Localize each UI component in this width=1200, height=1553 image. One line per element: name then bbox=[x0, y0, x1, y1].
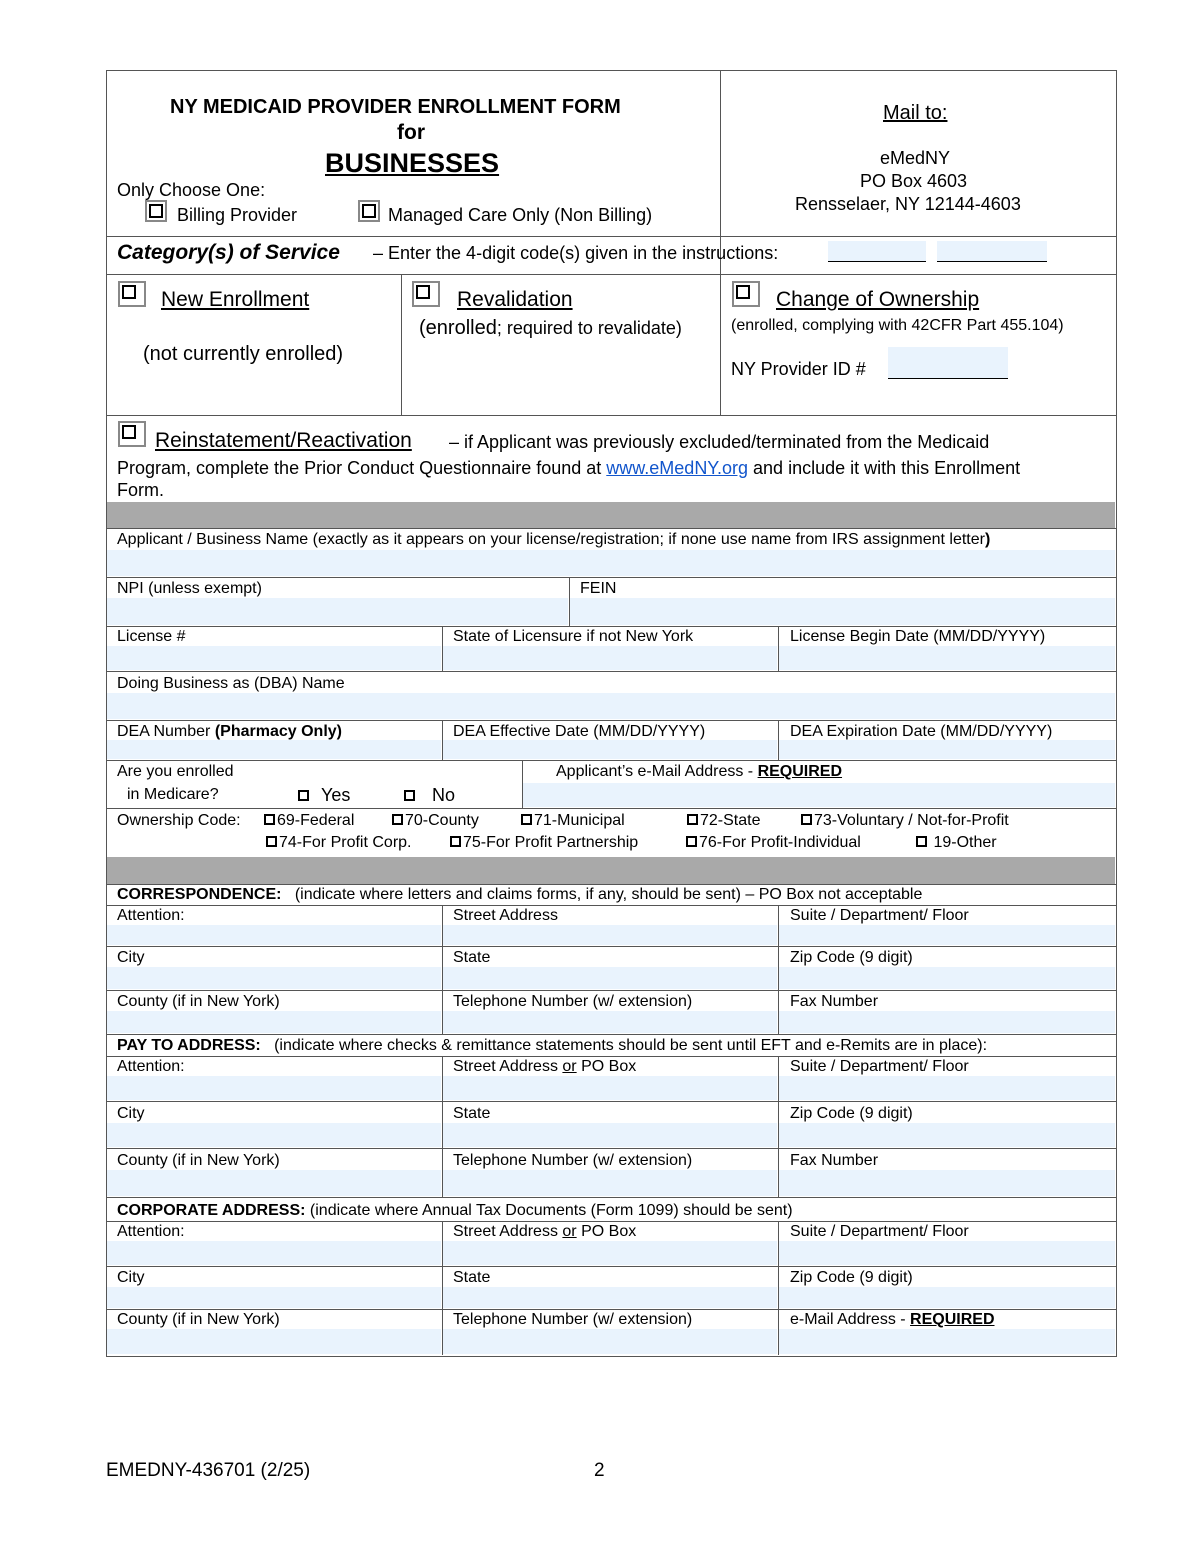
divider bbox=[106, 760, 1116, 761]
corr-street-label: Street Address bbox=[453, 907, 558, 924]
corp-state-label: State bbox=[453, 1269, 491, 1286]
corr-city-input[interactable] bbox=[107, 967, 441, 989]
corr-county-label: County (if in New York) bbox=[117, 993, 280, 1010]
divider bbox=[106, 671, 1116, 672]
billing-provider-label: Billing Provider bbox=[177, 205, 298, 225]
managed-care-label: Managed Care Only (Non Billing) bbox=[388, 205, 653, 225]
reinstatement-text-4: Form. bbox=[117, 480, 164, 500]
payto-street-label bbox=[453, 1058, 636, 1076]
ownership-74[interactable] bbox=[266, 834, 411, 852]
corporate-header bbox=[117, 1202, 793, 1220]
corp-street-label bbox=[453, 1223, 636, 1241]
dea-number-text: DEA Number bbox=[117, 723, 211, 740]
correspondence-header bbox=[117, 886, 922, 904]
corr-state-label: State bbox=[453, 949, 491, 966]
payto-pobox: PO Box bbox=[581, 1058, 637, 1075]
revalidation-checkbox[interactable] bbox=[412, 281, 440, 307]
dea-number-input[interactable] bbox=[107, 740, 441, 759]
reinstatement-text-1: – if Applicant was previously excluded/terminated from the Medicaid bbox=[449, 432, 990, 452]
dea-number-label bbox=[117, 723, 342, 741]
corr-fax-input[interactable] bbox=[779, 1011, 1115, 1033]
divider bbox=[106, 236, 1116, 237]
page-number: 2 bbox=[594, 1460, 605, 1481]
corr-attention-input[interactable] bbox=[107, 925, 441, 945]
category-title: Category(s) of Service bbox=[117, 241, 340, 264]
divider bbox=[106, 884, 1116, 885]
state-licensure-label: State of Licensure if not New York bbox=[453, 628, 694, 645]
divider bbox=[401, 274, 402, 415]
ownership-label: Ownership Code: bbox=[117, 812, 241, 829]
payto-fax-label: Fax Number bbox=[790, 1152, 879, 1169]
business-name-input[interactable] bbox=[107, 550, 1115, 576]
npi-label: NPI (unless exempt) bbox=[117, 580, 262, 597]
payto-note: (indicate where checks & remittance statements should be sent until EFT and e-Remits are in place): bbox=[274, 1037, 988, 1054]
payto-county-input[interactable] bbox=[107, 1170, 441, 1196]
ownership-73-checkbox[interactable] bbox=[801, 814, 812, 825]
reinstatement-checkbox[interactable] bbox=[118, 421, 146, 447]
divider bbox=[106, 626, 1116, 627]
corr-phone-label: Telephone Number (w/ extension) bbox=[453, 993, 693, 1010]
payto-attention-input[interactable] bbox=[107, 1076, 441, 1100]
license-begin-label: License Begin Date (MM/DD/YYYY) bbox=[790, 628, 1046, 645]
ownership-74-checkbox[interactable] bbox=[266, 836, 277, 847]
ownership-19[interactable] bbox=[916, 834, 997, 852]
corp-city-input[interactable] bbox=[107, 1287, 441, 1308]
divider bbox=[106, 808, 1116, 809]
email-text: Applicant’s e-Mail Address - bbox=[556, 763, 754, 780]
ownership-69[interactable] bbox=[264, 812, 354, 830]
corp-street-input[interactable] bbox=[443, 1241, 777, 1265]
corp-email-input[interactable] bbox=[779, 1329, 1115, 1354]
ownership-19-checkbox[interactable] bbox=[916, 836, 927, 847]
corp-state-input[interactable] bbox=[443, 1287, 777, 1308]
payto-zip-input[interactable] bbox=[779, 1123, 1115, 1147]
license-label: License # bbox=[117, 628, 186, 645]
category-instructions: – Enter the 4-digit code(s) given in the instructions: bbox=[373, 243, 779, 263]
correspondence-note: (indicate where letters and claims forms, if any, should be sent) – PO Box not acceptable bbox=[294, 886, 923, 903]
form-title-businesses: BUSINESSES bbox=[325, 148, 500, 178]
ownership-71-checkbox[interactable] bbox=[521, 814, 532, 825]
medicare-yes-option[interactable] bbox=[298, 785, 350, 805]
section-separator bbox=[107, 502, 1115, 528]
medicare-no-checkbox[interactable] bbox=[404, 790, 415, 801]
corp-or: or bbox=[562, 1223, 577, 1240]
business-name-paren: ) bbox=[984, 531, 991, 548]
corr-suite-label: Suite / Department/ Floor bbox=[790, 907, 969, 924]
ownership-72[interactable] bbox=[687, 812, 760, 830]
divider bbox=[106, 1309, 1116, 1310]
ownership-74-label: 74-For Profit Corp. bbox=[279, 834, 412, 851]
corp-email-label bbox=[790, 1311, 995, 1329]
medicare-yes-label: Yes bbox=[321, 785, 351, 805]
ownership-76-checkbox[interactable] bbox=[686, 836, 697, 847]
corp-zip-input[interactable] bbox=[779, 1287, 1115, 1308]
ownership-72-label: 72-State bbox=[700, 812, 761, 829]
payto-city-label: City bbox=[117, 1105, 145, 1122]
correspondence-title: CORRESPONDENCE: bbox=[117, 886, 282, 903]
corr-suite-input[interactable] bbox=[779, 925, 1115, 945]
revalidation-note bbox=[419, 317, 682, 339]
divider bbox=[106, 1197, 1116, 1198]
dea-effective-input[interactable] bbox=[443, 740, 777, 759]
ownership-70-checkbox[interactable] bbox=[392, 814, 403, 825]
corr-phone-input[interactable] bbox=[443, 1011, 777, 1033]
corp-county-label: County (if in New York) bbox=[117, 1311, 280, 1328]
divider bbox=[106, 1148, 1116, 1149]
state-licensure-input[interactable] bbox=[443, 646, 777, 670]
divider bbox=[106, 1034, 1116, 1035]
medicare-no-label: No bbox=[432, 785, 456, 805]
corr-zip-label: Zip Code (9 digit) bbox=[790, 949, 913, 966]
payto-phone-label: Telephone Number (w/ extension) bbox=[453, 1152, 693, 1169]
revalidation-label: Revalidation bbox=[457, 288, 573, 311]
medicare-question-2: in Medicare? bbox=[127, 786, 219, 803]
dba-label: Doing Business as (DBA) Name bbox=[117, 675, 345, 692]
ownership-71[interactable] bbox=[521, 812, 625, 830]
payto-street-input[interactable] bbox=[443, 1076, 777, 1100]
medicare-no-option[interactable] bbox=[404, 785, 455, 805]
corp-county-input[interactable] bbox=[107, 1329, 441, 1354]
corp-street-text: Street Address bbox=[453, 1223, 558, 1240]
business-name-label bbox=[117, 531, 990, 549]
divider bbox=[106, 720, 1116, 721]
change-ownership-checkbox[interactable] bbox=[732, 281, 760, 307]
payto-phone-input[interactable] bbox=[443, 1170, 777, 1196]
corp-zip-label: Zip Code (9 digit) bbox=[790, 1269, 913, 1286]
corp-pobox: PO Box bbox=[581, 1223, 637, 1240]
corp-city-label: City bbox=[117, 1269, 145, 1286]
divider bbox=[106, 1056, 1116, 1057]
payto-street-text: Street Address bbox=[453, 1058, 558, 1075]
divider bbox=[106, 415, 1116, 416]
ownership-72-checkbox[interactable] bbox=[687, 814, 698, 825]
mail-address-line3: Rensselaer, NY 12144-4603 bbox=[795, 194, 1021, 214]
ownership-75-checkbox[interactable] bbox=[450, 836, 461, 847]
corp-email-text: e-Mail Address - bbox=[790, 1311, 906, 1328]
email-input[interactable] bbox=[523, 783, 1115, 807]
business-name-text: Applicant / Business Name (exactly as it appears on your license/registration; if none use name from IRS assignment letter bbox=[117, 531, 985, 548]
email-required: REQUIRED bbox=[757, 763, 843, 780]
provider-id-input[interactable] bbox=[888, 347, 1008, 379]
corr-fax-label: Fax Number bbox=[790, 993, 879, 1010]
ownership-71-label: 71-Municipal bbox=[534, 812, 625, 829]
corr-street-input[interactable] bbox=[443, 925, 777, 945]
category-code-input-2[interactable] bbox=[937, 241, 1047, 262]
divider bbox=[106, 905, 1116, 906]
dea-pharmacy-text: (Pharmacy Only) bbox=[214, 723, 342, 740]
divider bbox=[106, 990, 1116, 991]
corp-suite-label: Suite / Department/ Floor bbox=[790, 1223, 969, 1240]
mail-address-line2: PO Box 4603 bbox=[860, 171, 968, 191]
payto-fax-input[interactable] bbox=[779, 1170, 1115, 1196]
email-label bbox=[556, 763, 842, 781]
dea-expiration-label: DEA Expiration Date (MM/DD/YYYY) bbox=[790, 723, 1053, 740]
corporate-title: CORPORATE ADDRESS: bbox=[117, 1202, 306, 1219]
divider bbox=[106, 946, 1116, 947]
provider-id-label: NY Provider ID # bbox=[731, 359, 866, 379]
ownership-76[interactable] bbox=[686, 834, 861, 852]
form-title: NY MEDICAID PROVIDER ENROLLMENT FORM bbox=[170, 96, 621, 118]
medicare-yes-checkbox[interactable] bbox=[298, 790, 309, 801]
corr-city-label: City bbox=[117, 949, 145, 966]
payto-or: or bbox=[562, 1058, 577, 1075]
ownership-69-checkbox[interactable] bbox=[264, 814, 275, 825]
ownership-75[interactable] bbox=[450, 834, 638, 852]
payto-suite-input[interactable] bbox=[779, 1076, 1115, 1100]
corp-phone-label: Telephone Number (w/ extension) bbox=[453, 1311, 693, 1328]
corr-county-input[interactable] bbox=[107, 1011, 441, 1033]
section-separator bbox=[107, 857, 1115, 884]
reinstatement-text-2a: Program, complete the Prior Conduct Questionnaire found at bbox=[117, 458, 602, 478]
divider bbox=[106, 1101, 1116, 1102]
corp-suite-input[interactable] bbox=[779, 1241, 1115, 1265]
payto-title: PAY TO ADDRESS: bbox=[117, 1037, 261, 1054]
revalidation-note-b: ; required to revalidate) bbox=[496, 318, 682, 338]
managed-care-checkbox[interactable] bbox=[358, 200, 380, 222]
reinstatement-text-2 bbox=[117, 458, 1020, 478]
divider bbox=[106, 577, 1116, 578]
dba-input[interactable] bbox=[107, 693, 1115, 719]
ownership-70-label: 70-County bbox=[405, 812, 479, 829]
ownership-73[interactable] bbox=[801, 812, 1009, 830]
ownership-76-label: 76-For Profit-Individual bbox=[699, 834, 861, 851]
fein-label: FEIN bbox=[580, 580, 617, 597]
choose-one-label: Only Choose One: bbox=[117, 180, 266, 200]
change-ownership-note: (enrolled, complying with 42CFR Part 455.104) bbox=[731, 317, 1064, 334]
change-ownership-label: Change of Ownership bbox=[776, 288, 980, 311]
payto-header bbox=[117, 1037, 987, 1055]
reinstatement-label: Reinstatement/Reactivation bbox=[155, 429, 412, 452]
category-code-input-1[interactable] bbox=[828, 241, 926, 262]
corr-state-input[interactable] bbox=[443, 967, 777, 989]
divider bbox=[106, 274, 1116, 275]
corp-attention-input[interactable] bbox=[107, 1241, 441, 1265]
license-begin-input[interactable] bbox=[779, 646, 1115, 670]
dea-expiration-input[interactable] bbox=[779, 740, 1115, 759]
corporate-note: (indicate where Annual Tax Documents (Form 1099) should be sent) bbox=[309, 1202, 793, 1219]
payto-state-label: State bbox=[453, 1105, 491, 1122]
payto-county-label: County (if in New York) bbox=[117, 1152, 280, 1169]
payto-attention-label: Attention: bbox=[117, 1058, 185, 1075]
ownership-73-label: 73-Voluntary / Not-for-Profit bbox=[814, 812, 1009, 829]
payto-zip-label: Zip Code (9 digit) bbox=[790, 1105, 913, 1122]
ownership-75-label: 75-For Profit Partnership bbox=[463, 834, 639, 851]
emedny-link[interactable]: www.eMedNY.org bbox=[606, 458, 749, 478]
new-enrollment-label: New Enrollment bbox=[161, 288, 310, 311]
ownership-19-label: 19-Other bbox=[933, 834, 997, 851]
payto-city-input[interactable] bbox=[107, 1123, 441, 1147]
npi-input[interactable] bbox=[107, 598, 568, 625]
mail-address-line1: eMedNY bbox=[880, 148, 951, 168]
corr-zip-input[interactable] bbox=[779, 967, 1115, 989]
reinstatement-text-3: and include it with this Enrollment bbox=[753, 458, 1021, 478]
mail-to-label: Mail to: bbox=[883, 102, 948, 124]
divider bbox=[106, 1266, 1116, 1267]
payto-state-input[interactable] bbox=[443, 1123, 777, 1147]
ownership-70[interactable] bbox=[392, 812, 479, 830]
corp-email-required: REQUIRED bbox=[910, 1311, 995, 1328]
form-title-for: for bbox=[397, 121, 425, 144]
corp-attention-label: Attention: bbox=[117, 1223, 185, 1240]
license-input[interactable] bbox=[107, 646, 441, 670]
form-id: EMEDNY-436701 (2/25) bbox=[106, 1460, 311, 1481]
revalidation-note-a: (enrolled bbox=[419, 317, 497, 339]
billing-provider-checkbox[interactable] bbox=[145, 200, 167, 222]
divider bbox=[106, 528, 1116, 529]
new-enrollment-note: (not currently enrolled) bbox=[143, 343, 344, 365]
dea-effective-label: DEA Effective Date (MM/DD/YYYY) bbox=[453, 723, 706, 740]
fein-input[interactable] bbox=[570, 598, 1115, 625]
new-enrollment-checkbox[interactable] bbox=[118, 281, 146, 307]
corr-attention-label: Attention: bbox=[117, 907, 185, 924]
corp-phone-input[interactable] bbox=[443, 1329, 777, 1354]
ownership-69-label: 69-Federal bbox=[277, 812, 355, 829]
payto-suite-label: Suite / Department/ Floor bbox=[790, 1058, 969, 1075]
medicare-question-1: Are you enrolled bbox=[117, 763, 234, 780]
divider bbox=[106, 1221, 1116, 1222]
